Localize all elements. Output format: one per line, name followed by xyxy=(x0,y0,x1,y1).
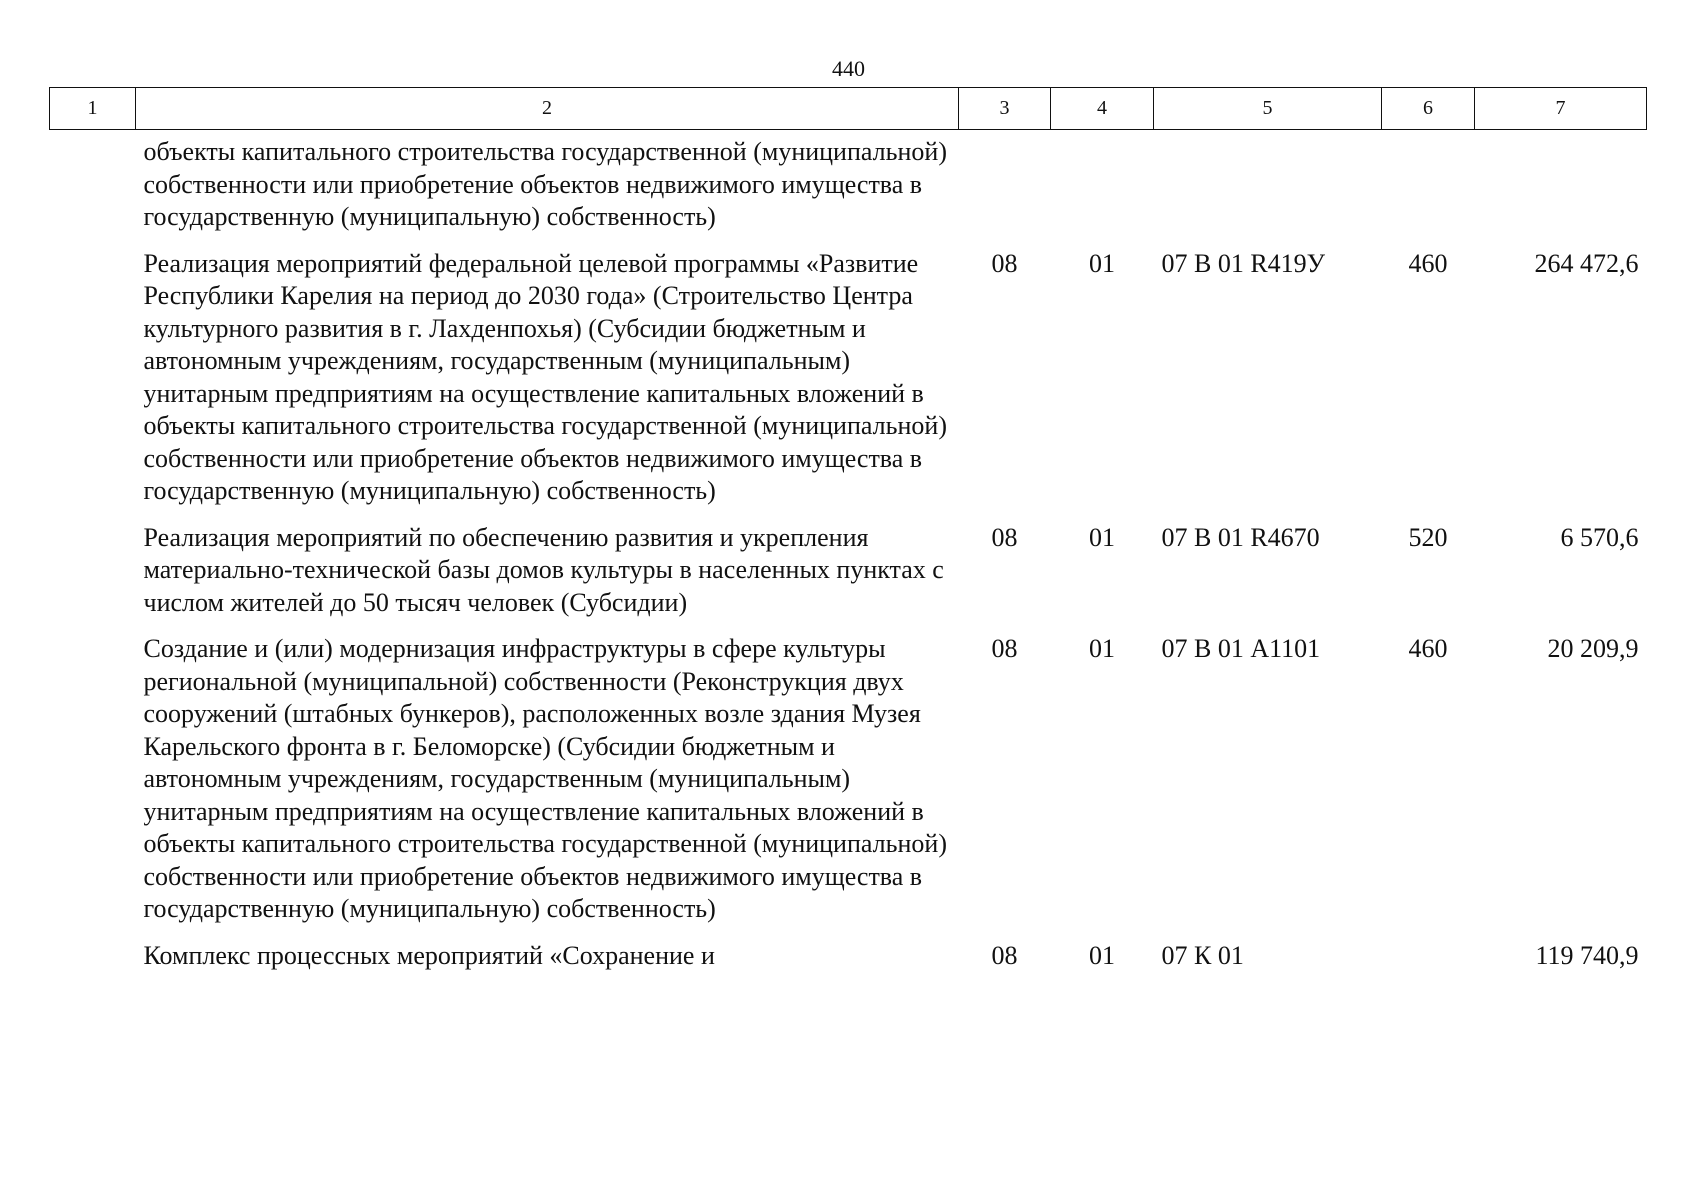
target-code: 07 В 01 R4670 xyxy=(1161,522,1320,552)
expense-type-code: 520 xyxy=(1408,522,1448,552)
section-code: 08 xyxy=(991,248,1018,278)
target-code: 07 К 01 xyxy=(1161,940,1244,970)
item-name: Комплекс процессных мероприятий «Сохранение и xyxy=(143,940,715,970)
amount-value: 119 740,9 xyxy=(1535,940,1639,970)
item-name: Создание и (или) модернизация инфраструктуры в сфере культуры региональной (муниципальной) собственности (Реконструкция двух сооружений (штабных бункеров), расположенных возле здания Музея Карельского фронта в г. Беломорске) (Субсидии бюджетным и автономным учреждениям, государственным (муниципальным) унитарным предприятиям на осуществление капитальных вложений в объекты капитального строительства государственной (муниципальной) собственности или приобретение объектов недвижимого имущества в государственную (муниципальную) собственность) xyxy=(143,634,947,923)
row-number-cell xyxy=(50,926,136,973)
budget-table xyxy=(49,87,1647,972)
section-code: 08 xyxy=(991,940,1018,970)
column-header-3: 3 xyxy=(959,88,1051,130)
expense-type-code xyxy=(1382,130,1475,234)
table-row xyxy=(50,130,1647,234)
item-name: Реализация мероприятий по обеспечению развития и укрепления материально-технической базы домов культуры в населенных пунктах с числом жителей до 50 тысяч человек (Субсидии) xyxy=(143,522,944,617)
table-row xyxy=(50,234,1647,508)
row-number-cell xyxy=(50,130,136,234)
row-number-cell xyxy=(50,234,136,508)
subsection-code: 01 xyxy=(1089,634,1115,663)
column-header-4: 4 xyxy=(1051,88,1154,130)
subsection-code: 01 xyxy=(1089,940,1115,970)
target-code: 07 В 01 R419У xyxy=(1161,248,1326,278)
table-row xyxy=(50,926,1647,973)
amount-value: 264 472,6 xyxy=(1534,248,1639,278)
amount-value: 20 209,9 xyxy=(1547,634,1639,663)
table-row xyxy=(50,508,1647,620)
target-code xyxy=(1154,130,1382,234)
table-row xyxy=(50,619,1647,926)
column-header-6: 6 xyxy=(1382,88,1475,130)
section-code: 08 xyxy=(991,634,1018,663)
item-name: Реализация мероприятий федеральной целевой программы «Развитие Республики Карелия на период до 2030 года» (Строительство Центра культурного развития в г. Лахденпохья) (Субсидии бюджетным и автономным учреждениям, государственным (муниципальным) унитарным предприятиям на осуществление капитальных вложений в объекты капитального строительства государственной (муниципальной) собственности или приобретение объектов недвижимого имущества в государственную (муниципальную) собственность) xyxy=(143,248,947,505)
row-number-cell xyxy=(50,619,136,926)
expense-type-code: 460 xyxy=(1408,634,1448,663)
column-header-5: 5 xyxy=(1154,88,1382,130)
expense-type-code: 460 xyxy=(1408,248,1448,278)
section-code xyxy=(959,130,1051,234)
column-header-1: 1 xyxy=(50,88,136,130)
amount-value xyxy=(1475,130,1647,234)
section-code: 08 xyxy=(991,522,1018,552)
table-header xyxy=(50,88,1647,130)
item-name: объекты капитального строительства государственной (муниципальной) собственности или приобретение объектов недвижимого имущества в государственную (муниципальную) собственность) xyxy=(143,137,947,231)
subsection-code: 01 xyxy=(1089,248,1115,278)
column-header-7: 7 xyxy=(1475,88,1647,130)
header-row xyxy=(50,88,1647,130)
subsection-code: 01 xyxy=(1089,522,1115,552)
row-number-cell xyxy=(50,508,136,620)
amount-value: 6 570,6 xyxy=(1560,522,1639,552)
target-code: 07 В 01 А1101 xyxy=(1161,634,1321,663)
subsection-code xyxy=(1051,130,1154,234)
page-number: 440 xyxy=(832,56,865,81)
column-header-2: 2 xyxy=(136,88,959,130)
expense-type-code xyxy=(1382,926,1475,973)
table-body xyxy=(50,130,1647,973)
